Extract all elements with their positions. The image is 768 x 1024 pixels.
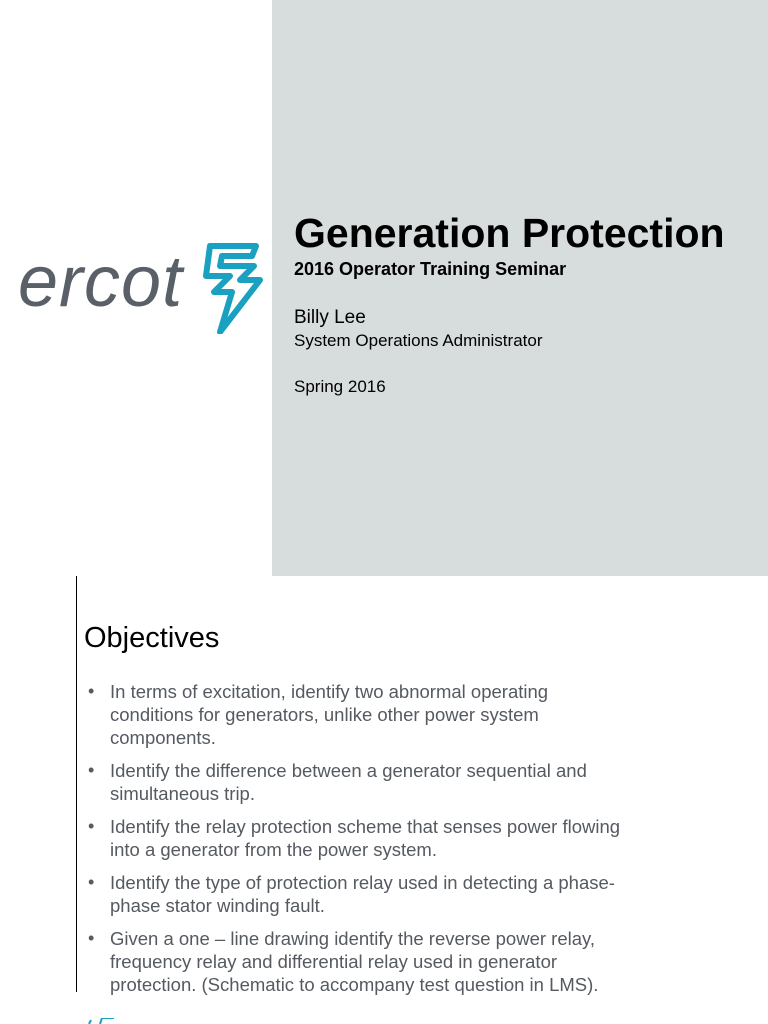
bullet-marker: • bbox=[88, 681, 95, 701]
objective-item bbox=[88, 759, 728, 805]
bullet-marker: • bbox=[88, 872, 95, 892]
objective-text-line: In terms of excitation, identify two abnormal operating bbox=[110, 681, 549, 702]
objective-text-line: Identify the difference between a generator sequential and bbox=[110, 760, 587, 781]
slide-divider-line bbox=[76, 576, 77, 992]
objectives-list bbox=[88, 680, 728, 1006]
objective-text-line: phase stator winding fault. bbox=[110, 895, 325, 916]
objective-item bbox=[88, 815, 728, 861]
logo-fragment-icon bbox=[86, 1018, 116, 1024]
objective-item bbox=[88, 927, 728, 996]
lightning-bolt-icon bbox=[196, 242, 276, 334]
bullet-marker: • bbox=[88, 928, 95, 948]
ercot-logo bbox=[18, 236, 268, 336]
objective-text-line: protection. (Schematic to accompany test question in LMS). bbox=[110, 974, 599, 995]
objective-text-line: Identify the type of protection relay used in detecting a phase- bbox=[110, 872, 615, 893]
slide-subtitle: 2016 Operator Training Seminar bbox=[294, 259, 567, 279]
presenter-name: Billy Lee bbox=[294, 307, 366, 328]
objectives-slide bbox=[0, 576, 768, 1024]
objectives-heading: Objectives bbox=[84, 622, 220, 654]
presentation-date: Spring 2016 bbox=[294, 377, 386, 396]
objective-text-line: Identify the relay protection scheme that senses power flowing bbox=[110, 816, 621, 837]
bullet-marker: • bbox=[88, 760, 95, 780]
logo-wordmark: ercot bbox=[18, 242, 184, 322]
objective-text-line: into a generator from the power system. bbox=[110, 839, 437, 860]
title-panel-background bbox=[272, 0, 768, 576]
objective-item bbox=[88, 680, 728, 749]
bullet-marker: • bbox=[88, 816, 95, 836]
slide-title: Generation Protection bbox=[294, 210, 725, 256]
objective-text-line: components. bbox=[110, 727, 216, 748]
objective-text-line: simultaneous trip. bbox=[110, 783, 255, 804]
objective-item bbox=[88, 871, 728, 917]
objective-text-line: conditions for generators, unlike other power system bbox=[110, 704, 539, 725]
objective-text-line: frequency relay and differential relay used in generator bbox=[110, 951, 558, 972]
objective-text-line: Given a one – line drawing identify the reverse power relay, bbox=[110, 928, 596, 949]
presenter-role: System Operations Administrator bbox=[294, 331, 543, 350]
